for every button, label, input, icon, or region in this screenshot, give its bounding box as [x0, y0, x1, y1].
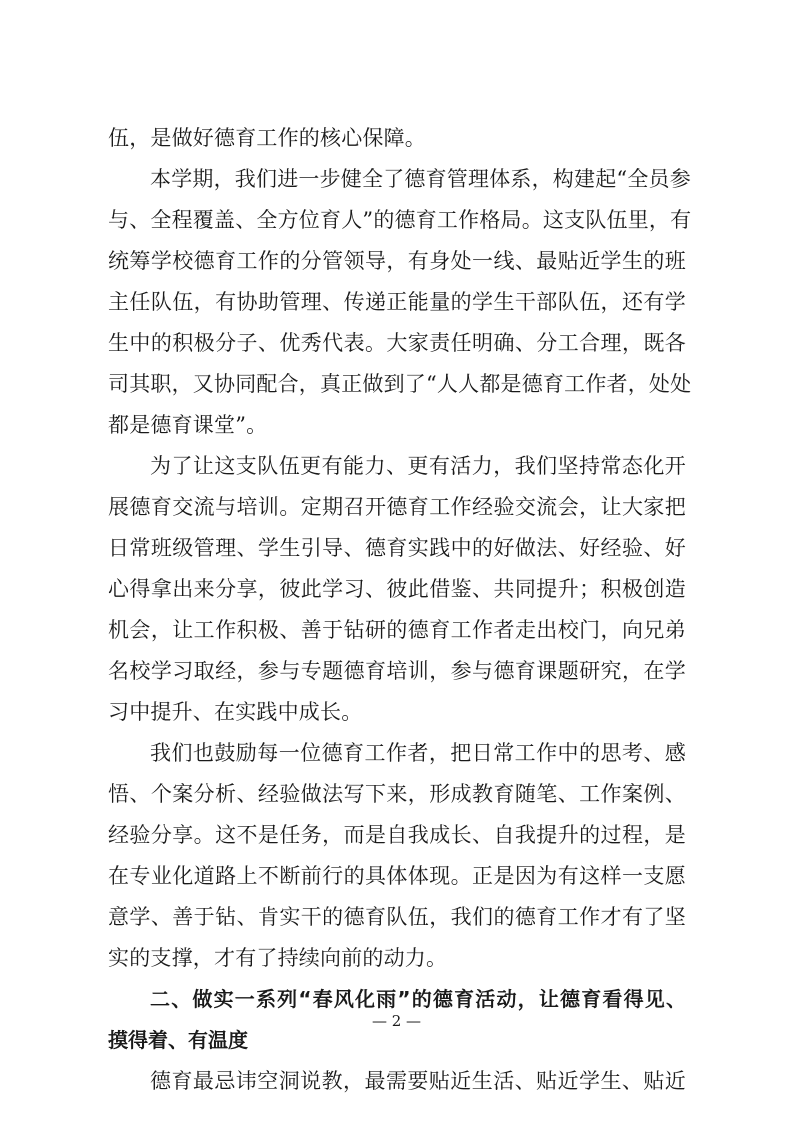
paragraph-line: 我们也鼓励每一位德育工作者，把日常工作中的思考、感 — [150, 741, 686, 765]
page-number: — 2 — — [371, 1012, 422, 1030]
paragraph-line: 主任队伍，有协助管理、传递正能量的学生干部队伍，还有学 — [108, 290, 686, 314]
paragraph-line: 机会，让工作积极、善于钻研的德育工作者走出校门，向兄弟 — [108, 618, 686, 642]
paragraph-line: 统筹学校德育工作的分管领导，有身处一线、最贴近学生的班 — [108, 249, 686, 273]
paragraph-line: 心得拿出来分享，彼此学习、彼此借鉴、共同提升；积极创造 — [108, 577, 686, 601]
paragraph-line: 伍，是做好德育工作的核心保障。 — [108, 126, 426, 150]
paragraph-line: 为了让这支队伍更有能力、更有活力，我们坚持常态化开 — [150, 454, 686, 478]
paragraph-line: 经验分享。这不是任务，而是自我成长、自我提升的过程，是 — [108, 823, 686, 847]
section-heading-line: 二、做实一系列“春风化雨”的德育活动，让德育看得见、 — [150, 987, 686, 1011]
paragraph-line: 日常班级管理、学生引导、德育实践中的好做法、好经验、好 — [108, 536, 686, 560]
paragraph-line: 与、全程覆盖、全方位育人”的德育工作格局。这支队伍里，有 — [108, 208, 692, 232]
paragraph-line: 本学期，我们进一步健全了德育管理体系，构建起“全员参 — [150, 167, 691, 191]
paragraph-line: 司其职，又协同配合，真正做到了“人人都是德育工作者，处处 — [108, 372, 692, 396]
paragraph-line: 名校学习取经，参与专题德育培训，参与德育课题研究，在学 — [108, 659, 686, 683]
paragraph-line: 习中提升、在实践中成长。 — [108, 700, 363, 724]
paragraph-line: 德育最忌讳空洞说教，最需要贴近生活、贴近学生、贴近 — [150, 1069, 686, 1093]
paragraph-line: 意学、善于钻、肯实干的德育队伍，我们的德育工作才有了坚 — [108, 905, 686, 929]
paragraph-line: 实的支撑，才有了持续向前的动力。 — [108, 946, 448, 970]
paragraph-line: 都是德育课堂”。 — [108, 413, 268, 437]
paragraph-line: 展德育交流与培训。定期召开德育工作经验交流会，让大家把 — [108, 495, 686, 519]
paragraph-line: 悟、个案分析、经验做法写下来，形成教育随笔、工作案例、 — [108, 782, 686, 806]
paragraph-line: 生中的积极分子、优秀代表。大家责任明确、分工合理，既各 — [108, 331, 686, 355]
section-heading-line: 摸得着、有温度 — [108, 1028, 248, 1052]
document-body — [108, 118, 692, 1102]
paragraph-line: 在专业化道路上不断前行的具体体现。正是因为有这样一支愿 — [108, 864, 686, 888]
